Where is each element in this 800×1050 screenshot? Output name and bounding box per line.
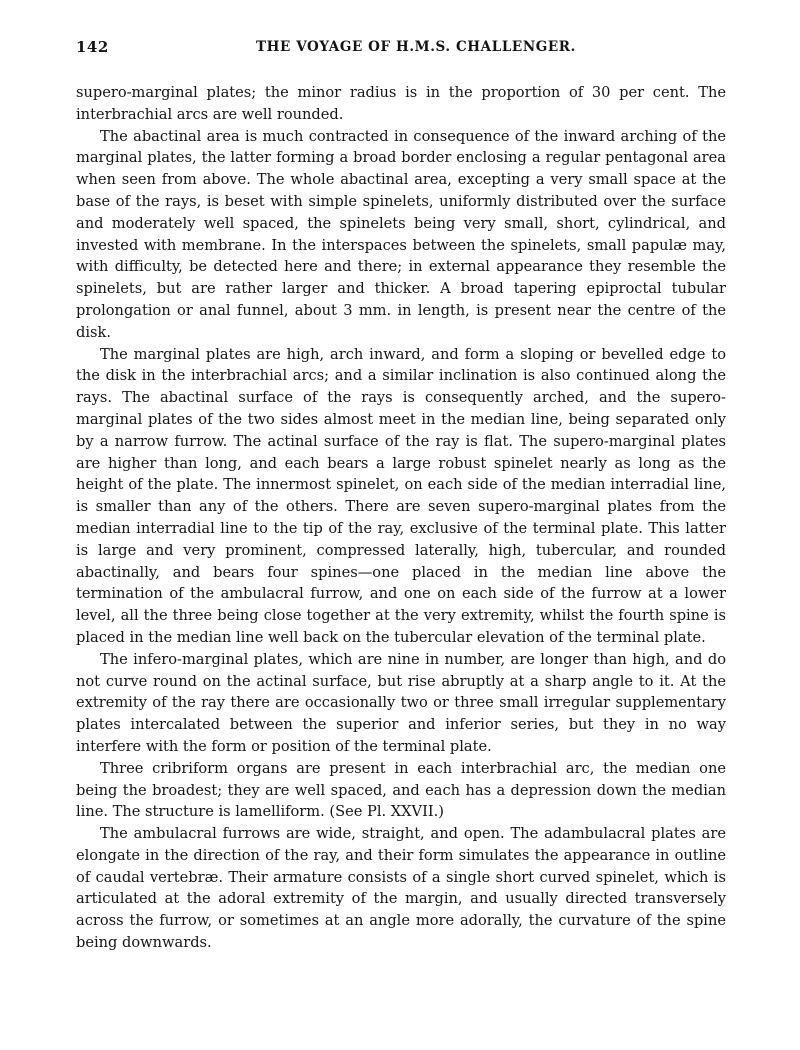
body-text — [76, 82, 726, 954]
paragraph-continuation: supero-marginal plates; the minor radius is in the proportion of 30 per cent. The interbrachial arcs are well rounded. — [76, 84, 726, 123]
running-title: THE VOYAGE OF H.M.S. CHALLENGER. — [256, 39, 576, 55]
paragraph-infero-marginal-plates: The infero-marginal plates, which are nine in number, are longer than high, and do not curve round on the actinal surface, but rise abruptly at a sharp angle to it. At the extremity of the ray there are occasionally two or three small irregular supplementary plates intercalated between the superior and inferior series, but they in no way interfere with the form or position of the terminal plate. — [76, 650, 726, 755]
page-number: 142 — [76, 38, 109, 56]
paragraph-ambulacral-furrows: The ambulacral furrows are wide, straight, and open. The adambulacral plates are elongate in the direction of the ray, and their form simulates the appearance in outline of caudal vertebræ. Their armature consists of a single short curved spinelet, which is articulated at the adoral extremity of the margin, and usually directed transversely across the furrow, or sometimes at an angle more adorally, the curvature of the spine being downwards. — [76, 825, 726, 952]
running-head — [76, 38, 726, 62]
paragraph-cribriform-organs: Three cribriform organs are present in each interbrachial arc, the median one being the broadest; they are well spaced, and each has a depression down the median line. The structure is lamelliform. (See Pl. XXVII.) — [76, 759, 726, 821]
paragraph-marginal-plates: The marginal plates are high, arch inward, and form a sloping or bevelled edge to the disk in the interbrachial arcs; and a similar inclination is also continued along the rays. The abactinal surface of the rays is consequently arched, and the supero-marginal plates of the two sides almost meet in the median line, being separated only by a narrow furrow. The actinal surface of the ray is flat. The supero-marginal plates are higher than long, and each bears a large robust spinelet nearly as long as the height of the plate. The innermost spinelet, on each side of the median interradial line, is smaller than any of the others. There are seven supero-marginal plates from the median interradial line to the tip of the ray, exclusive of the terminal plate. This latter is large and very prominent, compressed laterally, high, tubercular, and rounded abactinally, and bears four spines—one placed in the median line above the termination of the ambulacral furrow, and one on each side of the furrow at a lower level, all the three being close together at the very extremity, whilst the fourth spine is placed in the median line well back on the tubercular elevation of the terminal plate. — [76, 345, 726, 646]
paragraph-abactinal-area: The abactinal area is much contracted in consequence of the inward arching of the marginal plates, the latter forming a broad border enclosing a regular pentagonal area when seen from above. The whole abactinal area, excepting a very small space at the base of the rays, is beset with simple spinelets, uniformly distributed over the surface and moderately well spaced, the spinelets being very small, short, cylindrical, and invested with membrane. In the interspaces between the spinelets, small papulæ may, with difficulty, be detected here and there; in external appearance they resemble the spinelets, but are rather larger and thicker. A broad tapering epiproctal tubular prolongation or anal funnel, about 3 mm. in length, is present near the centre of the disk. — [76, 127, 726, 341]
